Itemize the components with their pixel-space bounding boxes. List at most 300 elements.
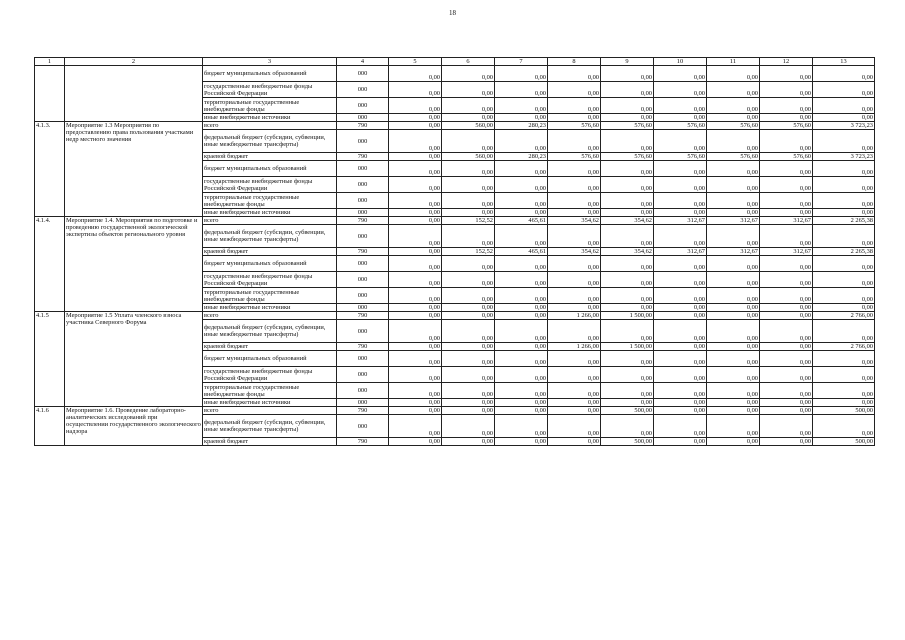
budget-code: 000 (337, 272, 389, 288)
year-value: 0,00 (548, 130, 601, 153)
funding-source: федеральный бюджет (субсидии, субвенции, иные межбюджетные трансферты) (203, 225, 337, 248)
year-value: 0,00 (601, 66, 654, 82)
year-value: 0,00 (654, 272, 707, 288)
year-value: 500,00 (601, 438, 654, 446)
year-value: 0,00 (601, 225, 654, 248)
budget-code: 000 (337, 256, 389, 272)
activity-code: 4.1.5 (35, 312, 65, 407)
funding-source: краевой бюджет (203, 153, 337, 161)
year-value: 0,00 (495, 288, 548, 304)
year-value: 0,00 (548, 383, 601, 399)
year-value: 0,00 (707, 399, 760, 407)
budget-code: 790 (337, 312, 389, 320)
total-value: 0,00 (813, 82, 875, 98)
year-value: 0,00 (442, 415, 495, 438)
year-value: 0,00 (495, 312, 548, 320)
year-value: 0,00 (601, 256, 654, 272)
year-value: 0,00 (654, 130, 707, 153)
year-value: 0,00 (707, 209, 760, 217)
total-value: 2 265,38 (813, 217, 875, 225)
year-value: 0,00 (601, 130, 654, 153)
year-value: 0,00 (442, 98, 495, 114)
year-value: 0,00 (495, 225, 548, 248)
header-row (35, 58, 875, 66)
year-value: 0,00 (442, 312, 495, 320)
budget-code: 790 (337, 153, 389, 161)
budget-code: 000 (337, 304, 389, 312)
year-value: 1 266,00 (548, 343, 601, 351)
funding-source: иные внебюджетные источники (203, 209, 337, 217)
total-value: 0,00 (813, 130, 875, 153)
year-value: 0,00 (495, 98, 548, 114)
year-value: 0,00 (495, 82, 548, 98)
budget-code: 790 (337, 343, 389, 351)
year-value: 0,00 (495, 304, 548, 312)
total-value: 0,00 (813, 225, 875, 248)
year-value: 0,00 (442, 407, 495, 415)
budget-code: 000 (337, 383, 389, 399)
funding-source: государственные внебюджетные фонды Российской Федерации (203, 82, 337, 98)
year-value: 0,00 (760, 66, 813, 82)
year-value: 0,00 (495, 256, 548, 272)
year-value: 0,00 (760, 114, 813, 122)
year-value: 0,00 (548, 351, 601, 367)
year-value: 0,00 (442, 114, 495, 122)
year-value: 560,00 (442, 122, 495, 130)
budget-code: 000 (337, 161, 389, 177)
year-value: 0,00 (389, 367, 442, 383)
header-cell: 4 (337, 58, 389, 66)
year-value: 0,00 (654, 193, 707, 209)
funding-source: бюджет муниципальных образований (203, 351, 337, 367)
year-value: 0,00 (495, 407, 548, 415)
year-value: 0,00 (495, 399, 548, 407)
year-value: 0,00 (495, 272, 548, 288)
budget-code: 790 (337, 407, 389, 415)
header-cell: 5 (389, 58, 442, 66)
year-value: 0,00 (548, 256, 601, 272)
budget-code: 790 (337, 122, 389, 130)
total-value: 0,00 (813, 66, 875, 82)
year-value: 0,00 (601, 161, 654, 177)
funding-source: территориальные государственные внебюджетные фонды (203, 288, 337, 304)
budget-code: 000 (337, 193, 389, 209)
year-value: 0,00 (495, 193, 548, 209)
funding-source: бюджет муниципальных образований (203, 161, 337, 177)
year-value: 0,00 (707, 114, 760, 122)
year-value: 0,00 (495, 351, 548, 367)
year-value: 0,00 (760, 288, 813, 304)
year-value: 0,00 (760, 98, 813, 114)
year-value: 0,00 (442, 320, 495, 343)
year-value: 576,60 (760, 153, 813, 161)
total-value: 3 723,23 (813, 122, 875, 130)
budget-code: 790 (337, 438, 389, 446)
year-value: 0,00 (760, 82, 813, 98)
year-value: 0,00 (760, 177, 813, 193)
year-value: 0,00 (654, 98, 707, 114)
total-value: 500,00 (813, 438, 875, 446)
year-value: 0,00 (442, 304, 495, 312)
year-value: 0,00 (760, 438, 813, 446)
page-number: 18 (449, 9, 456, 17)
funding-source: краевой бюджет (203, 248, 337, 256)
header-cell: 6 (442, 58, 495, 66)
total-value: 0,00 (813, 399, 875, 407)
year-value: 0,00 (654, 407, 707, 415)
header-cell: 2 (65, 58, 203, 66)
budget-code: 000 (337, 415, 389, 438)
year-value: 0,00 (707, 130, 760, 153)
year-value: 0,00 (601, 98, 654, 114)
year-value: 0,00 (760, 320, 813, 343)
total-value: 500,00 (813, 407, 875, 415)
year-value: 0,00 (548, 98, 601, 114)
year-value: 0,00 (654, 367, 707, 383)
header-cell: 11 (707, 58, 760, 66)
funding-source: иные внебюджетные источники (203, 304, 337, 312)
year-value: 0,00 (760, 209, 813, 217)
year-value: 0,00 (548, 367, 601, 383)
budget-code: 000 (337, 351, 389, 367)
year-value: 0,00 (442, 351, 495, 367)
funding-source: краевой бюджет (203, 438, 337, 446)
year-value: 0,00 (601, 304, 654, 312)
funding-source: территориальные государственные внебюджетные фонды (203, 193, 337, 209)
table-row (35, 312, 875, 320)
year-value: 0,00 (389, 312, 442, 320)
year-value: 312,67 (707, 217, 760, 225)
year-value: 312,67 (760, 248, 813, 256)
year-value: 0,00 (548, 438, 601, 446)
total-value: 0,00 (813, 177, 875, 193)
funding-source: федеральный бюджет (субсидии, субвенции, иные межбюджетные трансферты) (203, 415, 337, 438)
year-value: 0,00 (601, 367, 654, 383)
year-value: 0,00 (389, 114, 442, 122)
year-value: 0,00 (601, 177, 654, 193)
year-value: 0,00 (548, 114, 601, 122)
year-value: 0,00 (548, 407, 601, 415)
total-value: 0,00 (813, 415, 875, 438)
funding-source: федеральный бюджет (субсидии, субвенции, иные межбюджетные трансферты) (203, 320, 337, 343)
year-value: 0,00 (760, 351, 813, 367)
year-value: 0,00 (601, 272, 654, 288)
total-value: 0,00 (813, 272, 875, 288)
funding-source: государственные внебюджетные фонды Российской Федерации (203, 177, 337, 193)
year-value: 0,00 (389, 66, 442, 82)
year-value: 0,00 (389, 256, 442, 272)
year-value: 0,00 (654, 304, 707, 312)
year-value: 354,62 (601, 217, 654, 225)
year-value: 465,61 (495, 217, 548, 225)
year-value: 0,00 (389, 320, 442, 343)
year-value: 0,00 (389, 82, 442, 98)
year-value: 0,00 (601, 399, 654, 407)
budget-code: 000 (337, 209, 389, 217)
year-value: 465,61 (495, 248, 548, 256)
year-value: 0,00 (707, 343, 760, 351)
year-value: 0,00 (495, 415, 548, 438)
year-value: 0,00 (548, 66, 601, 82)
year-value: 576,60 (601, 122, 654, 130)
year-value: 280,23 (495, 153, 548, 161)
total-value: 0,00 (813, 114, 875, 122)
year-value: 0,00 (442, 343, 495, 351)
funding-source: федеральный бюджет (субсидии, субвенции, иные межбюджетные трансферты) (203, 130, 337, 153)
year-value: 0,00 (654, 438, 707, 446)
year-value: 0,00 (495, 343, 548, 351)
year-value: 0,00 (442, 367, 495, 383)
year-value: 576,60 (601, 153, 654, 161)
year-value: 0,00 (707, 272, 760, 288)
header-cell: 12 (760, 58, 813, 66)
budget-code: 000 (337, 288, 389, 304)
year-value: 0,00 (654, 351, 707, 367)
year-value: 0,00 (654, 209, 707, 217)
year-value: 576,60 (548, 122, 601, 130)
year-value: 312,67 (654, 248, 707, 256)
total-value: 3 723,23 (813, 153, 875, 161)
year-value: 0,00 (389, 248, 442, 256)
year-value: 0,00 (760, 304, 813, 312)
year-value: 0,00 (389, 399, 442, 407)
year-value: 0,00 (548, 177, 601, 193)
year-value: 0,00 (442, 256, 495, 272)
header-cell: 3 (203, 58, 337, 66)
year-value: 0,00 (389, 383, 442, 399)
year-value: 0,00 (601, 193, 654, 209)
year-value: 0,00 (654, 399, 707, 407)
funding-source: территориальные государственные внебюджетные фонды (203, 98, 337, 114)
year-value: 0,00 (442, 209, 495, 217)
header-cell: 8 (548, 58, 601, 66)
year-value: 0,00 (548, 225, 601, 248)
activity-name: Мероприятие 1.6. Проведение лабораторно-аналитических исследований при осуществлении государственного экологического надзора (65, 407, 203, 446)
year-value: 0,00 (707, 438, 760, 446)
budget-code: 000 (337, 114, 389, 122)
header-cell: 7 (495, 58, 548, 66)
year-value: 0,00 (707, 304, 760, 312)
year-value: 0,00 (707, 351, 760, 367)
year-value: 0,00 (389, 209, 442, 217)
year-value: 576,60 (548, 153, 601, 161)
year-value: 354,62 (548, 217, 601, 225)
budget-code: 790 (337, 248, 389, 256)
year-value: 0,00 (548, 320, 601, 343)
year-value: 0,00 (760, 312, 813, 320)
funding-source: краевой бюджет (203, 343, 337, 351)
year-value: 0,00 (707, 66, 760, 82)
funding-source: иные внебюджетные источники (203, 399, 337, 407)
year-value: 312,67 (707, 248, 760, 256)
year-value: 0,00 (654, 312, 707, 320)
year-value: 0,00 (442, 399, 495, 407)
budget-code: 000 (337, 320, 389, 343)
year-value: 0,00 (495, 114, 548, 122)
total-value: 0,00 (813, 161, 875, 177)
year-value: 0,00 (442, 383, 495, 399)
year-value: 0,00 (389, 130, 442, 153)
year-value: 0,00 (707, 415, 760, 438)
year-value: 0,00 (707, 98, 760, 114)
year-value: 0,00 (389, 288, 442, 304)
year-value: 0,00 (495, 438, 548, 446)
year-value: 0,00 (495, 66, 548, 82)
year-value: 0,00 (601, 351, 654, 367)
year-value: 0,00 (760, 256, 813, 272)
year-value: 0,00 (601, 288, 654, 304)
year-value: 0,00 (601, 114, 654, 122)
year-value: 576,60 (760, 122, 813, 130)
year-value: 0,00 (707, 320, 760, 343)
total-value: 0,00 (813, 209, 875, 217)
budget-code: 000 (337, 82, 389, 98)
year-value: 0,00 (760, 343, 813, 351)
year-value: 0,00 (548, 209, 601, 217)
year-value: 0,00 (548, 82, 601, 98)
activity-code (35, 66, 65, 122)
year-value: 0,00 (760, 225, 813, 248)
funding-source: иные внебюджетные источники (203, 114, 337, 122)
table-row (35, 217, 875, 225)
year-value: 0,00 (548, 304, 601, 312)
table-row (35, 407, 875, 415)
year-value: 1 500,00 (601, 312, 654, 320)
year-value: 0,00 (707, 256, 760, 272)
year-value: 0,00 (389, 272, 442, 288)
year-value: 0,00 (548, 399, 601, 407)
total-value: 2 265,38 (813, 248, 875, 256)
year-value: 0,00 (442, 438, 495, 446)
activity-code: 4.1.3. (35, 122, 65, 217)
budget-code: 000 (337, 66, 389, 82)
year-value: 0,00 (654, 320, 707, 343)
year-value: 0,00 (601, 320, 654, 343)
year-value: 0,00 (760, 415, 813, 438)
year-value: 576,60 (707, 122, 760, 130)
year-value: 312,67 (760, 217, 813, 225)
header-cell: 1 (35, 58, 65, 66)
year-value: 0,00 (389, 225, 442, 248)
activity-name (65, 66, 203, 122)
year-value: 0,00 (654, 66, 707, 82)
total-value: 0,00 (813, 351, 875, 367)
year-value: 0,00 (760, 407, 813, 415)
total-value: 2 766,00 (813, 343, 875, 351)
year-value: 0,00 (495, 383, 548, 399)
budget-code: 000 (337, 98, 389, 114)
table-row (35, 122, 875, 130)
year-value: 1 500,00 (601, 343, 654, 351)
year-value: 0,00 (707, 225, 760, 248)
year-value: 0,00 (548, 272, 601, 288)
budget-table (34, 57, 875, 446)
year-value: 0,00 (442, 177, 495, 193)
year-value: 0,00 (389, 351, 442, 367)
year-value: 1 266,00 (548, 312, 601, 320)
year-value: 354,62 (601, 248, 654, 256)
funding-source: территориальные государственные внебюджетные фонды (203, 383, 337, 399)
year-value: 0,00 (548, 415, 601, 438)
year-value: 0,00 (389, 153, 442, 161)
budget-code: 000 (337, 225, 389, 248)
year-value: 0,00 (495, 130, 548, 153)
header-cell: 13 (813, 58, 875, 66)
total-value: 0,00 (813, 193, 875, 209)
year-value: 576,60 (654, 153, 707, 161)
year-value: 0,00 (654, 343, 707, 351)
year-value: 500,00 (601, 407, 654, 415)
funding-source: всего (203, 217, 337, 225)
funding-source: государственные внебюджетные фонды Российской Федерации (203, 272, 337, 288)
funding-source: бюджет муниципальных образований (203, 256, 337, 272)
year-value: 0,00 (601, 82, 654, 98)
budget-code: 000 (337, 177, 389, 193)
year-value: 0,00 (760, 130, 813, 153)
year-value: 0,00 (389, 122, 442, 130)
year-value: 0,00 (495, 367, 548, 383)
budget-code: 000 (337, 367, 389, 383)
year-value: 0,00 (760, 161, 813, 177)
total-value: 0,00 (813, 320, 875, 343)
year-value: 0,00 (760, 193, 813, 209)
header-cell: 10 (654, 58, 707, 66)
year-value: 0,00 (760, 383, 813, 399)
total-value: 0,00 (813, 256, 875, 272)
year-value: 0,00 (707, 312, 760, 320)
year-value: 0,00 (707, 82, 760, 98)
year-value: 0,00 (389, 217, 442, 225)
year-value: 0,00 (707, 161, 760, 177)
year-value: 0,00 (495, 320, 548, 343)
year-value: 0,00 (442, 288, 495, 304)
year-value: 0,00 (442, 82, 495, 98)
year-value: 560,00 (442, 153, 495, 161)
budget-code: 000 (337, 130, 389, 153)
year-value: 0,00 (389, 438, 442, 446)
year-value: 0,00 (601, 209, 654, 217)
year-value: 0,00 (654, 225, 707, 248)
year-value: 0,00 (389, 161, 442, 177)
table-row (35, 66, 875, 82)
table-body (35, 66, 875, 446)
total-value: 0,00 (813, 304, 875, 312)
activity-code: 4.1.6 (35, 407, 65, 446)
year-value: 0,00 (495, 161, 548, 177)
year-value: 0,00 (389, 343, 442, 351)
year-value: 0,00 (707, 383, 760, 399)
funding-source: всего (203, 122, 337, 130)
year-value: 0,00 (654, 288, 707, 304)
year-value: 0,00 (601, 383, 654, 399)
year-value: 0,00 (389, 193, 442, 209)
total-value: 0,00 (813, 367, 875, 383)
year-value: 0,00 (548, 161, 601, 177)
year-value: 0,00 (707, 407, 760, 415)
year-value: 0,00 (442, 225, 495, 248)
funding-source: всего (203, 312, 337, 320)
year-value: 0,00 (495, 209, 548, 217)
year-value: 0,00 (707, 367, 760, 383)
year-value: 576,60 (707, 153, 760, 161)
total-value: 0,00 (813, 288, 875, 304)
year-value: 280,23 (495, 122, 548, 130)
year-value: 0,00 (760, 367, 813, 383)
year-value: 0,00 (654, 415, 707, 438)
year-value: 0,00 (389, 177, 442, 193)
activity-code: 4.1.4. (35, 217, 65, 312)
funding-source: бюджет муниципальных образований (203, 66, 337, 82)
